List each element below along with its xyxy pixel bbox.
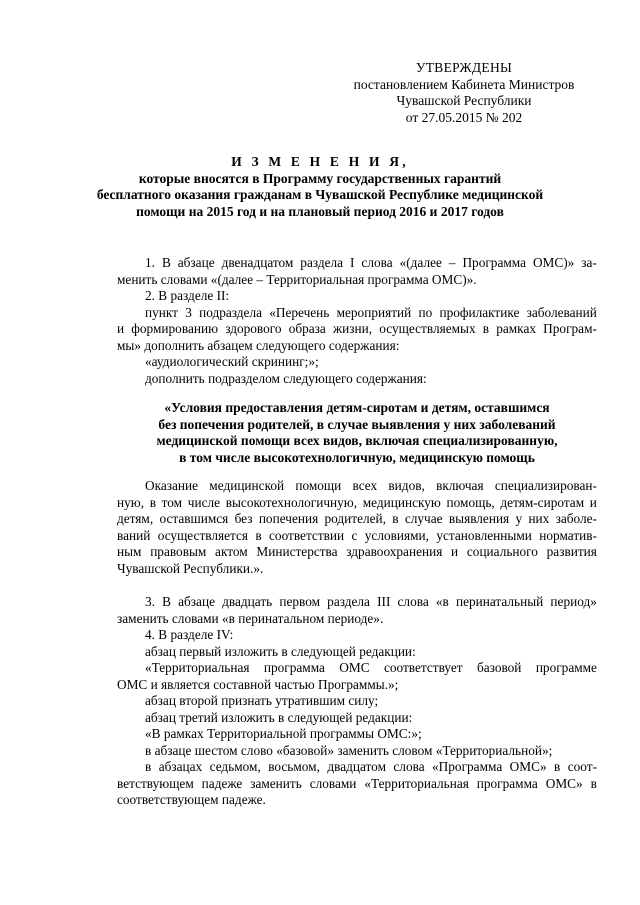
word: числе	[187, 494, 221, 510]
word: них	[528, 511, 550, 526]
word: установленными	[436, 527, 532, 543]
word: том	[161, 494, 183, 510]
paragraph-line: мы» дополнить абзацем следующего содержания:	[117, 337, 400, 353]
word: абзаце	[178, 594, 215, 609]
word: осуществляемых	[379, 321, 476, 336]
word: высокотехнологичную,	[225, 494, 358, 510]
word: у	[515, 511, 523, 526]
word: попечения	[258, 511, 319, 526]
text-block-2	[117, 478, 597, 577]
word: I	[350, 255, 355, 270]
word: осуществляется	[157, 527, 249, 543]
word: перинатальный	[455, 594, 544, 609]
word: видов,	[388, 478, 425, 493]
word: в	[392, 511, 399, 526]
paragraph-line	[117, 495, 597, 512]
word: седьмом,	[209, 759, 261, 774]
word: включая	[436, 478, 484, 493]
word: в	[149, 494, 156, 510]
word: «в	[435, 594, 449, 609]
word: период»	[550, 594, 597, 609]
paragraph-line	[117, 776, 597, 793]
word: подраздела	[199, 304, 262, 320]
word: восьмом,	[268, 759, 320, 774]
paragraph-line	[117, 321, 597, 338]
word: абзацах	[158, 759, 203, 774]
word: соот-	[567, 759, 597, 774]
paragraph-line: соответствующем падеже.	[117, 792, 266, 807]
word: рамках	[496, 321, 536, 336]
paragraph-line	[117, 255, 597, 272]
word: развития	[546, 544, 597, 559]
word: программа	[263, 660, 325, 675]
word: программе	[535, 660, 597, 675]
word: правовым	[150, 544, 207, 559]
word: условиями,	[364, 527, 429, 543]
paragraph-line: абзац третий изложить в следующей редакции:	[145, 709, 413, 725]
document-title	[80, 154, 560, 220]
word: всех	[352, 478, 378, 493]
paragraph-line	[117, 305, 597, 322]
word: образа	[288, 321, 326, 336]
paragraph-line	[117, 478, 597, 495]
word: специализирован-	[494, 478, 597, 493]
word: ветствующем	[117, 775, 194, 791]
word: и	[451, 544, 459, 559]
word: в	[590, 775, 597, 791]
word: социального	[466, 544, 538, 559]
word: здравоохранения	[346, 544, 443, 559]
paragraph-line: заменить словами «в перинатальном периоде».	[117, 610, 384, 626]
word: В	[162, 594, 171, 609]
word: детям,	[117, 511, 154, 526]
word: актом	[215, 544, 248, 559]
word: мероприятий	[336, 304, 412, 320]
word: слова	[361, 255, 393, 270]
word: 3.	[145, 594, 155, 609]
word: программа	[476, 775, 538, 791]
word: помощь,	[446, 494, 495, 510]
word: Программа	[462, 255, 526, 270]
word: норматив-	[539, 527, 597, 543]
section-subheading	[117, 400, 597, 466]
title-main: И З М Е Н Е Н И Я,	[231, 154, 409, 169]
word: случае	[404, 511, 443, 526]
word: с	[351, 527, 358, 543]
word: ОМС»	[545, 775, 583, 791]
word: базовой	[476, 660, 522, 675]
word: Оказание	[145, 478, 199, 493]
paragraph-line	[117, 544, 597, 561]
subheading-line: в том числе высокотехнологичную, медицинскую помощь	[179, 449, 535, 465]
subheading-line: медицинской помощи всех видов, включая специализированную,	[156, 433, 558, 448]
word: III	[377, 594, 391, 609]
word: ОМС)»	[532, 255, 575, 270]
approval-line: от 27.05.2015 № 202	[405, 109, 523, 125]
word: первом	[279, 594, 321, 609]
word: абзаце	[177, 255, 215, 270]
word: медицинскую	[362, 494, 441, 510]
word: формированию	[131, 321, 219, 336]
word: падеже	[201, 775, 243, 791]
word: жизни,	[333, 321, 373, 336]
word: ваний	[117, 527, 151, 543]
title-line: помощи на 2015 год и на плановый период 2016 и 2017 годов	[136, 203, 504, 219]
approval-line: постановлением Кабинета Министров	[353, 76, 575, 92]
subheading-line: без попечения родителей, в случае выявления у них заболеваний	[158, 416, 556, 432]
word: словами	[309, 775, 357, 791]
approval-title: УТВЕРЖДЕНЫ	[415, 60, 513, 75]
word: выявления	[448, 511, 510, 526]
word: без	[234, 511, 253, 526]
word: 1.	[145, 255, 155, 270]
paragraph-line: абзац первый изложить в следующей редакции:	[145, 643, 416, 659]
word: «Территориальная	[364, 775, 469, 791]
word: ным	[117, 544, 142, 559]
title-line: бесплатного оказания гражданам в Чувашской Республике медицинской	[96, 187, 544, 202]
word: Програм-	[543, 321, 597, 336]
word: «Перечень	[269, 304, 330, 320]
word: «Программа	[432, 759, 503, 774]
paragraph-line	[117, 528, 597, 545]
word: родителей,	[324, 511, 386, 526]
word: раздела	[327, 594, 370, 609]
word: Министерства	[256, 544, 338, 559]
word: «Территориальная	[145, 660, 250, 675]
word: здорового	[225, 321, 282, 336]
word: в	[145, 759, 152, 774]
word: заболе-	[555, 511, 597, 526]
word: слова	[397, 594, 429, 609]
word: ОМС»	[509, 759, 547, 774]
word: за-	[581, 255, 597, 270]
paragraph-line	[117, 759, 597, 776]
paragraph-line	[117, 511, 597, 528]
subheading-line: «Условия предоставления детям-сиротам и детям, оставшимся	[164, 400, 550, 415]
word: в	[255, 527, 262, 543]
paragraph-line: в абзаце шестом слово «базовой» заменить словом «Территориальной»;	[145, 742, 553, 758]
word: «(далее	[399, 255, 442, 270]
word: по	[418, 304, 433, 320]
word: ОМС	[339, 660, 370, 675]
approval-line: Чувашской Республики	[396, 93, 532, 108]
word: помощи	[295, 478, 342, 493]
paragraph-line	[117, 594, 597, 611]
word: двенадцатом	[221, 255, 294, 270]
word: и	[589, 494, 597, 510]
word: заменить	[250, 775, 302, 791]
word: медицинской	[209, 478, 285, 493]
word: –	[448, 255, 456, 270]
word: в	[554, 759, 561, 774]
paragraph-line: абзац второй признать утратившим силу;	[145, 693, 379, 708]
paragraph-line: «В рамках Территориальной программы ОМС:»;	[145, 726, 422, 741]
word: и	[117, 321, 125, 336]
paragraph-line: 2. В разделе II:	[145, 288, 230, 303]
word: профилактике	[439, 304, 520, 320]
text-block-1	[117, 255, 597, 387]
word: В	[161, 255, 171, 270]
paragraph-line: «аудиологический скрининг;»;	[145, 354, 319, 369]
approval-stamp	[330, 60, 598, 126]
paragraph-line: 4. В разделе IV:	[145, 627, 234, 642]
paragraph-line: дополнить подразделом следующего содержания:	[145, 370, 427, 386]
paragraph-line: Чувашской Республики.».	[117, 560, 264, 576]
text-block-3	[117, 594, 597, 809]
word: двадцать	[222, 594, 273, 609]
paragraph-line	[117, 660, 597, 677]
word: раздела	[300, 255, 344, 270]
word: детям-сиротам	[500, 494, 585, 510]
word: ную,	[117, 494, 145, 510]
word: соответствии	[269, 527, 345, 543]
word: заболеваний	[526, 304, 597, 320]
paragraph-line: ОМС и является составной частью Программы.»;	[117, 676, 399, 692]
title-line: которые вносятся в Программу государственных гарантий	[138, 170, 502, 186]
word: 3	[185, 304, 192, 320]
word: оставшимся	[159, 511, 229, 526]
word: двадцатом	[327, 759, 386, 774]
word: слова	[393, 759, 425, 774]
paragraph-line: менить словами «(далее – Территориальная программа ОМС)».	[117, 271, 477, 287]
word: пункт	[145, 304, 178, 320]
word: в	[482, 321, 490, 336]
word: соответствует	[383, 660, 463, 675]
